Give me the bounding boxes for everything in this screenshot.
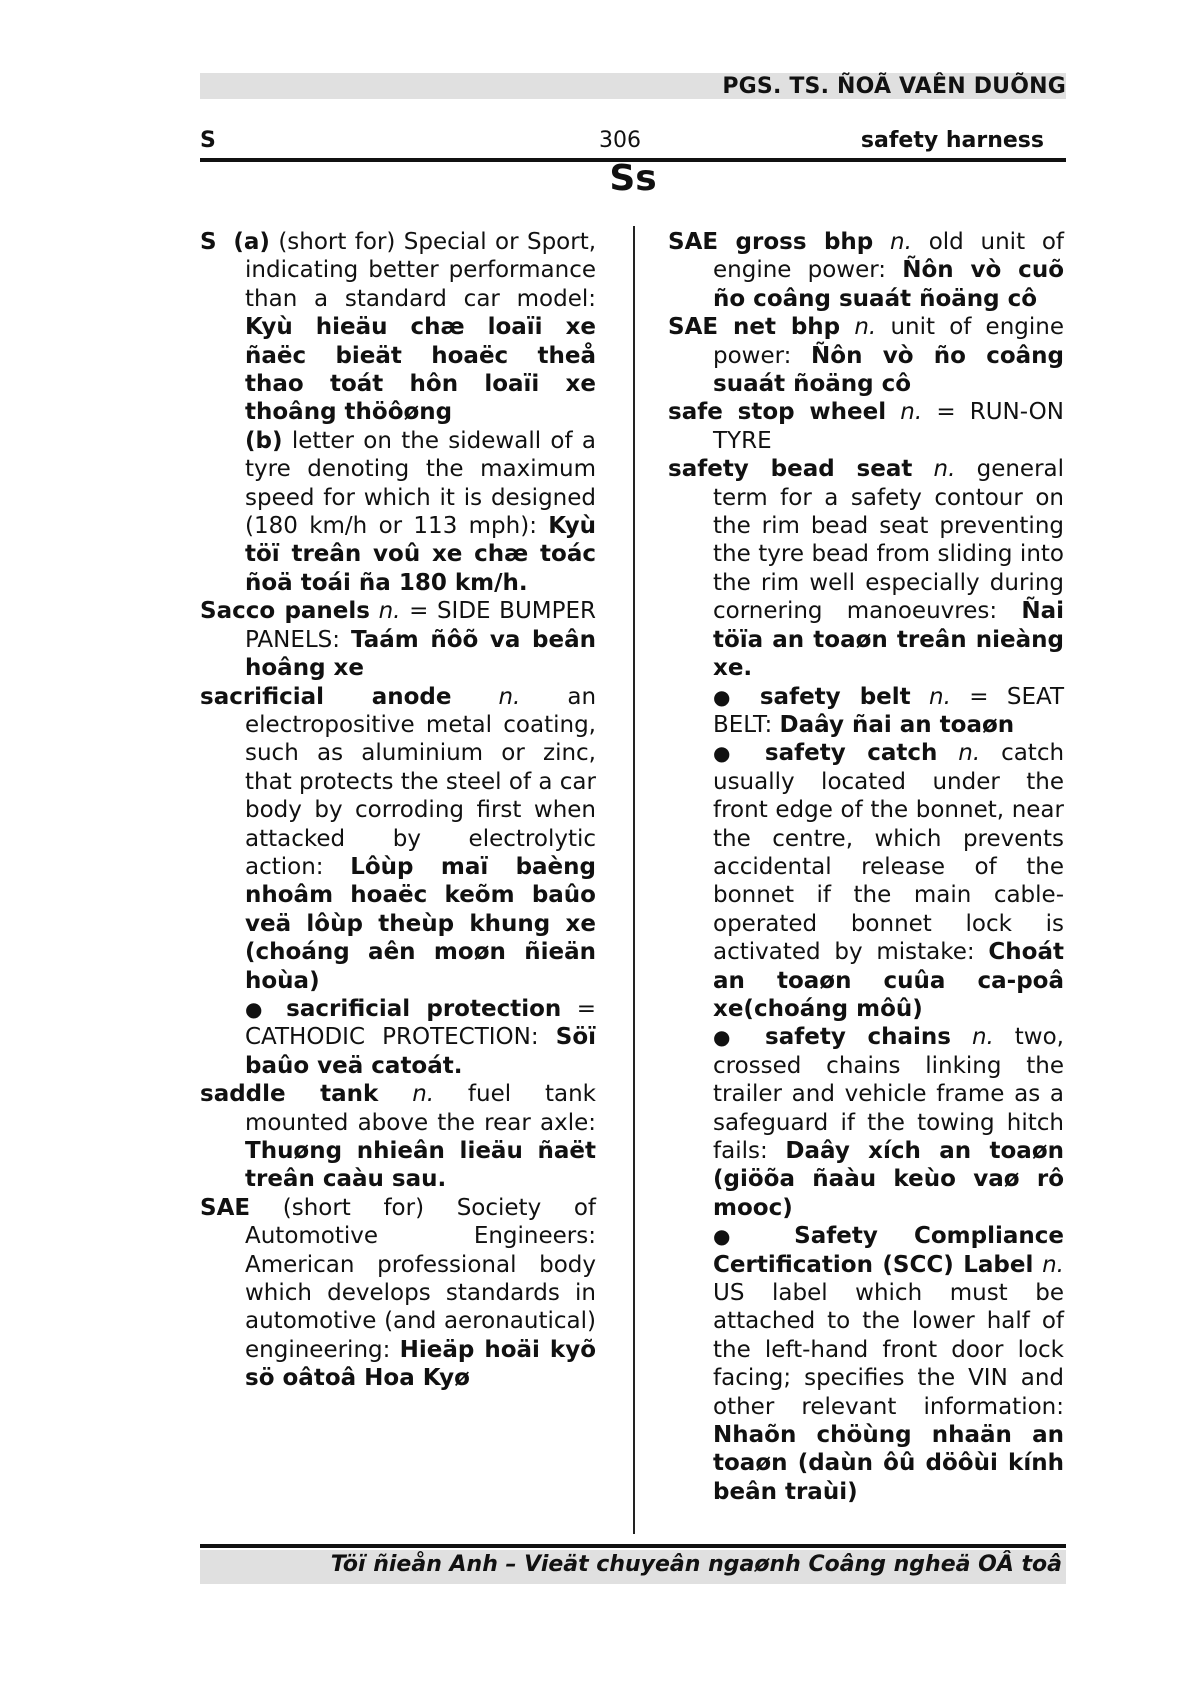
definition: letter on the sidewall of a tyre denoting the maximum speed for which it is designed (180 km/h or 113 mph): [245, 427, 596, 540]
part-of-speech: n. [971, 1024, 994, 1051]
vietnamese-translation: Lôùp maï baèng nhoâm hoaëc keõm baûo veä lôùp theùp khung xe (choáng aên moøn ñieän hoùa) [245, 853, 596, 994]
dictionary-subentry [668, 739, 1064, 1023]
bullet-icon: ● [713, 1224, 759, 1249]
headword: Sacco panels [200, 598, 370, 625]
part-of-speech: n. [378, 598, 401, 625]
last-guide-word: safety harness [860, 128, 1044, 153]
section-letter: Ss [609, 158, 657, 199]
left-column [200, 228, 596, 1393]
bullet-icon: ● [713, 1025, 745, 1050]
dictionary-subentry [200, 995, 596, 1080]
vietnamese-translation: Söï baûo veä catoát. [245, 1024, 596, 1079]
book-title-footer: Töï ñieån Anh – Vieät chuyeân ngaønh Coâng ngheä OÂ toâ [330, 1552, 1062, 1577]
footer-rule [200, 1544, 1066, 1548]
dictionary-entry [200, 228, 596, 427]
headword: saddle tank [200, 1081, 379, 1108]
author-name: PGS. TS. ÑOÃ VAÊN DUÕNG [722, 74, 1066, 99]
definition: catch usually located under the front edge of the bonnet, near the centre, which prevents accidental release of the bonnet if the main cable-operated bonnet lock is activated by mistake: [713, 740, 1065, 966]
headword: SAE net bhp [668, 314, 841, 341]
vietnamese-translation: Ñôn vò cuõ ño coâng suaát ñoäng cô [713, 257, 1064, 312]
dictionary-entry [668, 398, 1064, 455]
dictionary-subentry [668, 683, 1064, 740]
definition: = CATHODIC PROTECTION: [245, 995, 597, 1051]
sense-label: (b) [245, 427, 283, 454]
part-of-speech: n. [890, 229, 912, 255]
definition: (short for) Special or Sport, indicating better performance than a standard car model: [245, 229, 597, 312]
sense-label: (a) [233, 229, 270, 255]
headword: safety bead seat [668, 456, 913, 483]
vietnamese-translation: Daây ñai an toaøn [779, 711, 1015, 738]
definition: = SIDE BUMPER PANELS: [245, 598, 597, 653]
author-band [200, 73, 1066, 99]
dictionary-entry [668, 455, 1064, 682]
definition: old unit of engine power: [713, 229, 1065, 284]
headword: SAE [200, 1194, 251, 1221]
part-of-speech: n. [854, 314, 877, 341]
definition: US label which must be attached to the lower half of the left-hand front door lock facing; specifies the VIN and other relevant information: [713, 1280, 1064, 1420]
part-of-speech: n. [958, 740, 981, 767]
vietnamese-translation: Kyù hieäu chæ loaïi xe ñaëc bieät hoaëc theå thao toát hôn loaïi xe thoâng thöôøng [245, 314, 596, 426]
part-of-speech: n. [1042, 1251, 1064, 1278]
part-of-speech: n. [900, 399, 923, 426]
dictionary-entry [200, 1194, 596, 1393]
headword: safety catch [764, 740, 938, 767]
vietnamese-translation: Nhaõn chöùng nhaän an toaøn (daùn ôû döôùi kính beân traùi) [713, 1422, 1064, 1505]
definition: unit of engine power: [713, 314, 1065, 369]
headword: SAE gross bhp [668, 229, 874, 255]
headword: sacrificial anode [200, 683, 452, 710]
definition: fuel tank mounted above the rear axle: [245, 1081, 596, 1136]
headword: sacrificial protection [286, 995, 562, 1022]
dictionary-entry [200, 683, 596, 995]
vietnamese-translation: Kyù töï treân voû xe chæ toác ñoä toái ña 180 km/h. [245, 513, 596, 596]
headword: S [200, 229, 217, 255]
vietnamese-translation: Hieäp hoäi kyõ sö oâtoâ Hoa Kyø [245, 1336, 596, 1392]
vietnamese-translation: Taám ñôõ va beân hoâng xe [245, 626, 596, 682]
headword: safety chains [765, 1024, 951, 1051]
column-divider [633, 226, 635, 1534]
dictionary-entry [668, 228, 1064, 313]
dictionary-subentry [668, 1023, 1064, 1222]
definition: = RUN-ON TYRE [713, 399, 1064, 454]
vietnamese-translation: Ñai töïa an toaøn treân nieàng xe. [713, 598, 1064, 682]
headword: safe stop wheel [668, 399, 887, 426]
definition: general term for a safety contour on the rim bead seat preventing the tyre bead from sliding into the rim well especially during cornering manoeuvres: [713, 456, 1065, 625]
vietnamese-translation: Thuøng nhieân lieäu ñaët treân caàu sau. [245, 1138, 596, 1193]
vietnamese-translation: Choát an toaøn cuûa ca-poâ xe(choáng môû) [713, 939, 1064, 1022]
headword: safety belt [759, 683, 911, 710]
part-of-speech: n. [412, 1081, 435, 1108]
part-of-speech: n. [498, 683, 521, 710]
right-column [668, 228, 1064, 1506]
part-of-speech: n. [929, 683, 951, 710]
dictionary-subentry [668, 1222, 1064, 1506]
definition: (short for) Society of Automotive Engineers: American professional body which develops standards in automotive (and aeronautical) engineering: [245, 1194, 596, 1363]
dictionary-subsense [200, 427, 596, 597]
dictionary-entry [200, 597, 596, 682]
vietnamese-translation: Ñôn vò ño coâng suaát ñoäng cô [713, 342, 1064, 398]
headword: Safety Compliance Certification (SCC) Label [713, 1223, 1065, 1278]
footer-band [200, 1550, 1066, 1584]
definition: an electropositive metal coating, such as aluminium or zinc, that protects the steel of a car body by corroding first when attacked by electrolytic action: [245, 683, 597, 880]
vietnamese-translation: Daây xích an toaøn (giöõa ñaàu keùo vaø rô mooc) [713, 1138, 1064, 1221]
first-guide-word: S [200, 128, 216, 153]
definition: = SEAT BELT: [713, 683, 1065, 738]
dictionary-entry [200, 1080, 596, 1194]
dictionary-entry [668, 313, 1064, 398]
page-number: 306 [599, 128, 641, 153]
part-of-speech: n. [933, 456, 956, 483]
bullet-icon: ● [713, 741, 745, 766]
bullet-icon: ● [245, 996, 271, 1021]
running-head [200, 128, 1066, 162]
bullet-icon: ● [713, 684, 742, 709]
definition: two, crossed chains linking the trailer and vehicle frame as a safeguard if the towing hitch fails: [713, 1024, 1064, 1164]
